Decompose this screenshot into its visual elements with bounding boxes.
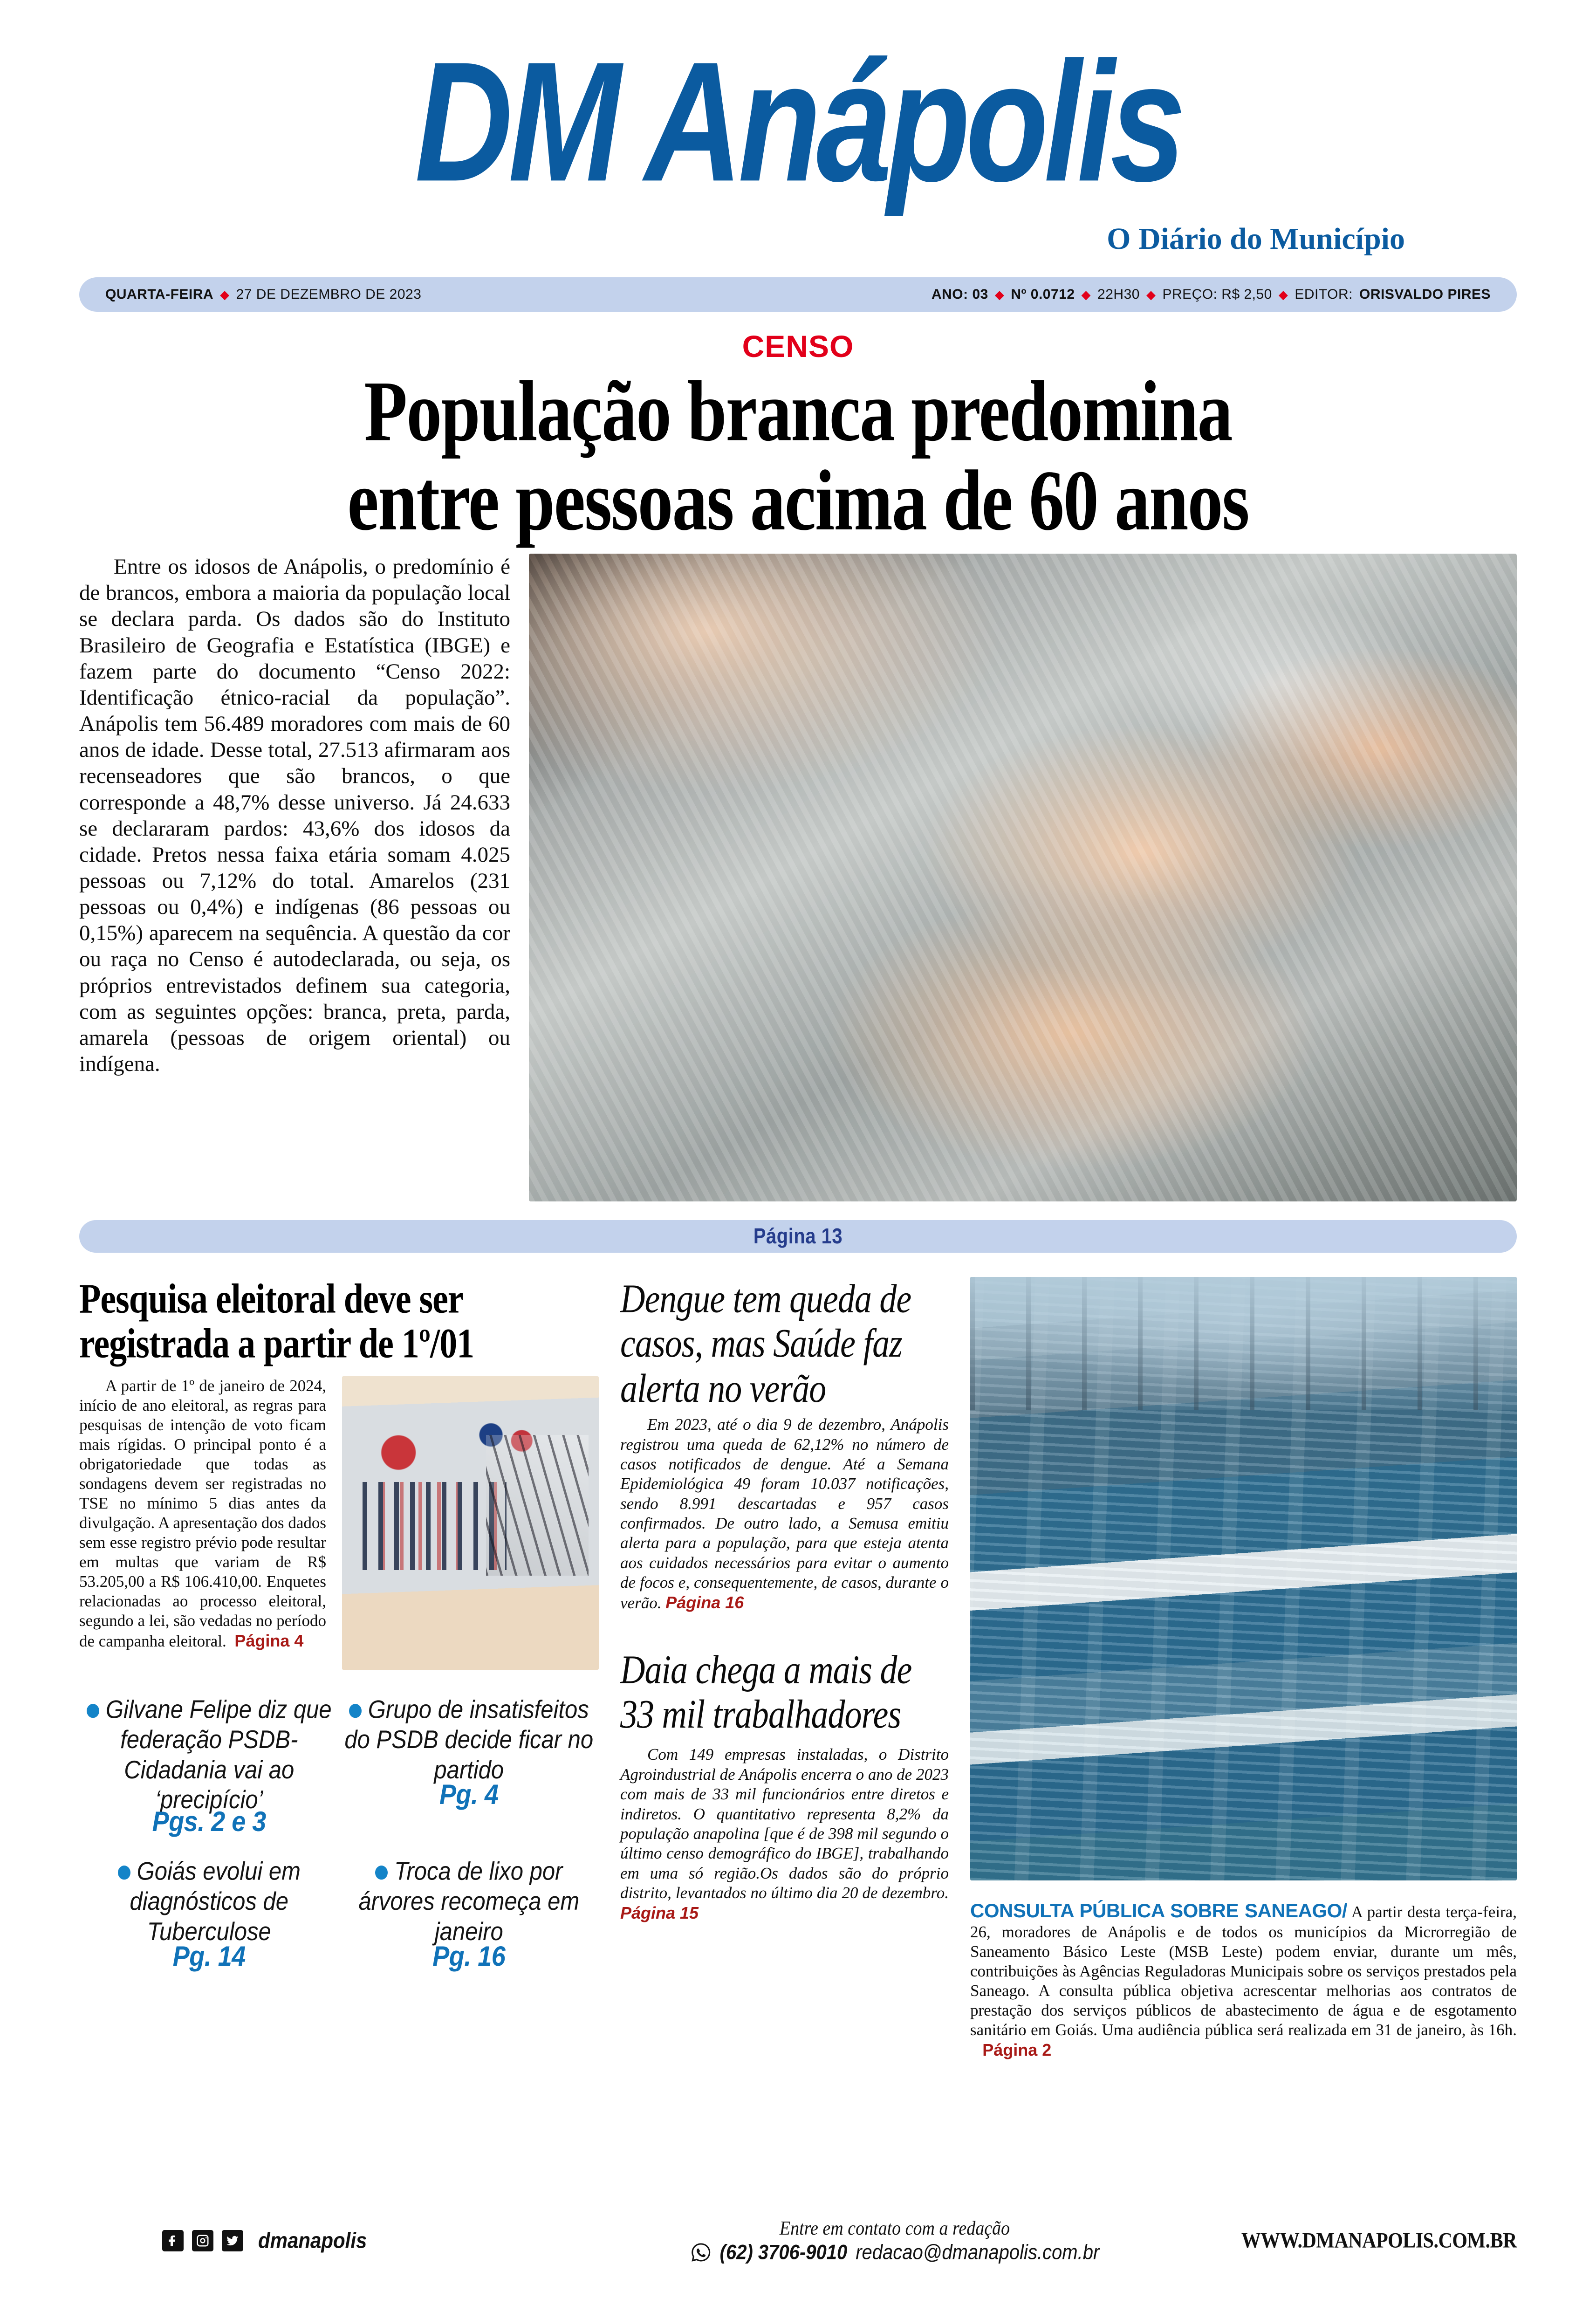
weekday-label: QUARTA-FEIRA xyxy=(105,287,214,302)
bullet-dot-icon xyxy=(375,1866,388,1880)
main-headline xyxy=(79,363,1517,548)
kicker-censo: CENSO xyxy=(742,329,854,364)
bullet-page-ref[interactable]: Pg. 14 xyxy=(172,1941,246,1973)
footer-website[interactable]: WWW.DMANAPOLIS.COM.BR xyxy=(1241,2229,1517,2253)
date-label: 27 DE DEZEMBRO DE 2023 xyxy=(236,287,422,302)
daia-paragraph: Com 149 empresas instaladas, o Distrito Agroindustrial de Anápolis encerra o ano de 2023 com mais de 33 mil funcionários entre diretos e indiretos. O quantitativo representa 8,2% da população anapolina [que é de 398 mil segundo o último censo demográfico do IBGE], trabalhando em uma só região.Os dados são do próprio distrito, levantados no último dia 20 de dezembro. xyxy=(620,1745,949,1902)
bullet-text: Grupo de insatisfeitos do PSDB decide ficar no partido xyxy=(344,1695,594,1784)
dengue-body xyxy=(620,1415,949,1613)
date-bar-left xyxy=(105,287,421,302)
main-story-text xyxy=(79,554,510,1201)
facebook-icon[interactable] xyxy=(162,2230,184,2251)
bullet-page-ref[interactable]: Pg. 4 xyxy=(439,1779,499,1811)
daia-page-ref[interactable]: Página 15 xyxy=(620,1903,699,1923)
diamond-separator-icon: ◆ xyxy=(1146,288,1156,302)
list-item[interactable] xyxy=(339,1857,599,1971)
diamond-separator-icon: ◆ xyxy=(1278,288,1288,302)
bullet-dot-icon xyxy=(87,1704,99,1718)
column-saneago xyxy=(970,1277,1517,2060)
masthead xyxy=(79,0,1517,257)
bullet-text: Gilvane Felipe diz que federação PSDB-Cidadania vai ao ‘precipício’ xyxy=(84,1695,335,1816)
footer xyxy=(79,2218,1517,2263)
date-bar-right xyxy=(932,287,1491,302)
saneago-paragraph: A partir desta terça-feira, 26, moradores de Anápolis e de todos os municípios da Microrregião de Saneamento Básico Leste (MSB Leste) podem enviar, durante um mês, contribuições às Agências Reguladoras Municipais sobre os serviços prestados pela Saneago. A consulta pública objetiva acrescentar melhorias aos contratos de prestação dos serviços públicos de abastecimento de água e de esgotamento sanitário em Goiás. Uma audiência pública será realizada em 31 de janeiro, às 16h. xyxy=(970,1903,1517,2039)
election-paragraph: A partir de 1º de janeiro de 2024, início de ano eleitoral, as regras para pesquisas de intenção de voto ficam mais rígidas. O principal ponto é a obrigatoriedade que todas as sondagens devem ser registradas no TSE no mínimo 5 dias antes da divulgação. A apresentação dos dados sem esse registro prévio pode resultar em multas que variam de R$ 53.205,00 a R$ 106.410,00. Enquetes relacionadas ao processo eleitoral, segundo a lei, são vedadas no período de campanha eleitoral. xyxy=(79,1376,326,1650)
saneago-page-ref[interactable]: Página 2 xyxy=(982,2040,1052,2060)
bullet-page-ref[interactable]: Pg. 16 xyxy=(432,1941,506,1973)
page-reference-bar[interactable] xyxy=(79,1220,1517,1253)
election-text xyxy=(79,1376,326,1670)
main-story-paragraph: Entre os idosos de Anápolis, o predomínio é de brancos, embora a maioria da população local se declara parda. Os dados são do Instituto Brasileiro de Geografia e Estatística (IBGE) e fazem parte do documento “Censo 2022: Identificação étnico-racial da população”. Anápolis tem 56.489 moradores com mais de 60 anos de idade. Desse total, 27.513 afirmaram aos recenseadores que são brancos, o que corresponde a 48,7% desse universo. Já 24.633 se declararam pardos: 43,6% dos idosos da cidade. Pretos nessa faixa etária somam 4.025 pessoas ou 7,12% do total. Amarelos (231 pessoas ou 0,4%) e indígenas (86 pessoas ou 0,15%) aparecem na sequência. A questão da cor ou raça no Censo é autodeclarada, ou seja, os próprios entrevistados definem sua categoria, com as seguintes opções: branca, preta, parda, amarela (pessoas de origem oriental) ou indígena. xyxy=(79,555,510,1077)
dengue-paragraph: Em 2023, até o dia 9 de dezembro, Anápolis registrou uma queda de 62,12% no número de casos notificados de dengue. Até a Semana Epidemiológica 49 foram 10.037 notificações, sendo 8.991 descartadas e 957 casos confirmados. De outro lado, a Semusa emitiu alerta para a população, para que esteja atenta aos cuidados necessários para evitar o aumento de focos e, consequentemente, de casos, durante o verão. xyxy=(620,1415,949,1612)
whatsapp-icon xyxy=(690,2242,712,2263)
election-page-ref[interactable]: Página 4 xyxy=(234,1631,304,1650)
saneago-body xyxy=(970,1899,1517,2060)
column-election xyxy=(79,1277,599,2060)
main-story-photo xyxy=(529,554,1517,1201)
preco-label: PREÇO: R$ 2,50 xyxy=(1162,287,1272,302)
contact-heading: Entre em contato com a redação xyxy=(779,2217,1010,2240)
election-photo xyxy=(342,1376,599,1670)
list-item[interactable] xyxy=(79,1695,339,1836)
dengue-page-ref[interactable]: Página 16 xyxy=(665,1593,744,1612)
social-handle[interactable]: dmanapolis xyxy=(258,2228,367,2253)
contact-phone[interactable]: (62) 3706-9010 xyxy=(719,2240,848,2264)
main-story-block xyxy=(79,554,1517,1201)
masthead-subtitle: O Diário do Município xyxy=(1107,222,1405,256)
bullet-list xyxy=(79,1695,599,1992)
page-reference-label: Página 13 xyxy=(753,1224,843,1248)
lower-section xyxy=(79,1277,1517,2060)
saneago-photo xyxy=(970,1277,1517,1880)
contact-email[interactable]: redacao@dmanapolis.com.br xyxy=(856,2240,1100,2264)
column-dengue-daia xyxy=(620,1277,949,2060)
ano-label: ANO: 03 xyxy=(931,287,988,302)
list-item[interactable] xyxy=(339,1695,599,1836)
election-headline: Pesquisa eleitoral deve ser registrada a partir de 1º/01 xyxy=(79,1276,474,1367)
instagram-icon[interactable] xyxy=(192,2230,213,2251)
main-headline-line2: entre pessoas acima de 60 anos xyxy=(347,452,1249,548)
footer-social-group xyxy=(79,2230,599,2252)
daia-headline: Daia chega a mais de 33 mil trabalhadores xyxy=(620,1647,912,1737)
diamond-separator-icon: ◆ xyxy=(220,288,230,302)
editor-label: EDITOR: xyxy=(1295,287,1353,302)
masthead-title: DM Anápolis xyxy=(415,26,1181,217)
contact-line xyxy=(599,2242,1191,2263)
bullet-dot-icon xyxy=(349,1704,362,1718)
hora-label: 22H30 xyxy=(1097,287,1140,302)
diamond-separator-icon: ◆ xyxy=(1081,288,1091,302)
daia-body xyxy=(620,1745,949,1923)
saneago-label: CONSULTA PÚBLICA SOBRE SANEAGO/ xyxy=(970,1900,1348,1922)
list-item[interactable] xyxy=(79,1857,339,1971)
date-bar xyxy=(79,277,1517,312)
main-headline-line1: População branca predomina xyxy=(364,363,1232,459)
editor-name: ORISVALDO PIRES xyxy=(1359,287,1491,302)
bullet-text: Troca de lixo por árvores recomeça em janeiro xyxy=(358,1857,580,1946)
dengue-headline: Dengue tem queda de casos, mas Saúde faz alerta no verão xyxy=(620,1276,911,1411)
bullet-dot-icon xyxy=(118,1866,130,1880)
footer-contact xyxy=(599,2218,1191,2263)
twitter-icon[interactable] xyxy=(222,2230,243,2251)
bullet-text: Goiás evolui em diagnósticos de Tuberculose xyxy=(84,1857,335,1947)
election-body xyxy=(79,1376,599,1670)
diamond-separator-icon: ◆ xyxy=(994,288,1005,302)
bullet-page-ref[interactable]: Pgs. 2 e 3 xyxy=(152,1806,266,1838)
numero-label: Nº 0.0712 xyxy=(1011,287,1075,302)
